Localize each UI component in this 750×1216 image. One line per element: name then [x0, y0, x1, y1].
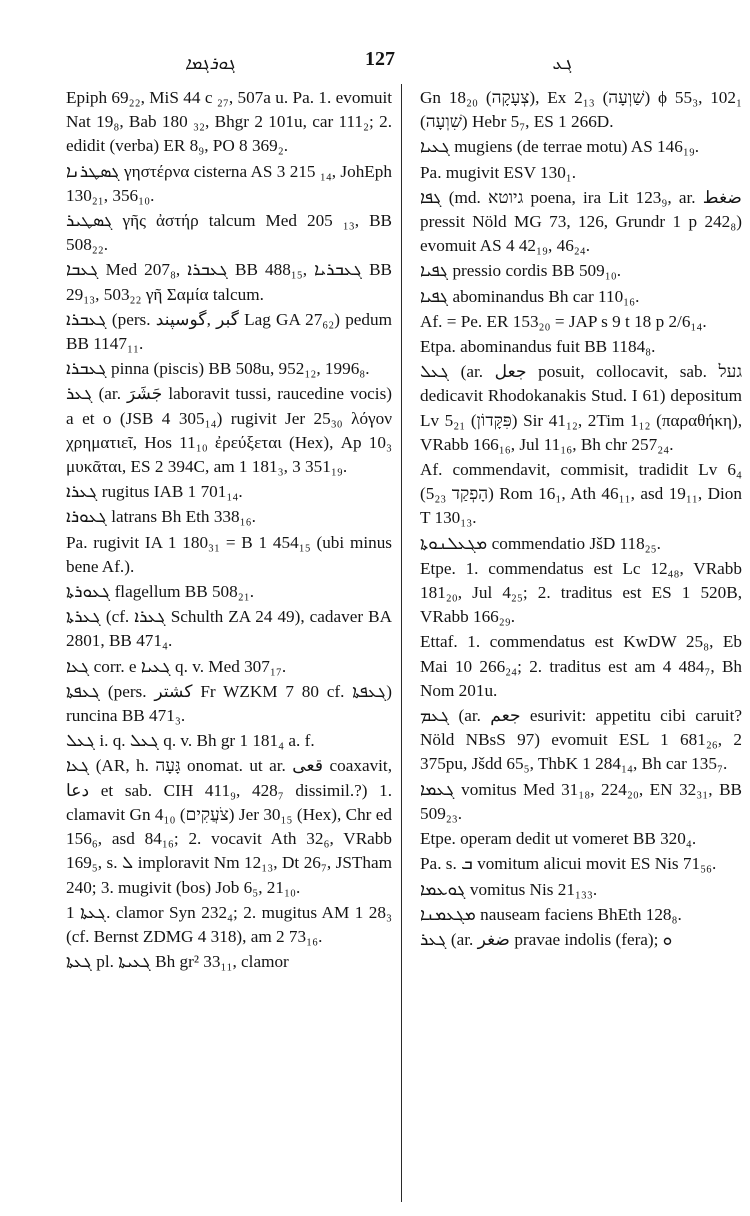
entry: ܓܣܛܝܪ γῆς ἀστήρ talcum Med 205 ₁₃, BB 508₂₂. — [66, 211, 392, 255]
page-number: 127 — [365, 48, 395, 70]
entry: ܓܥܠ i. q. ܓܥܠ q. v. Bh gr 1 181₄ a. f. — [66, 731, 315, 751]
entry: Ettaf. 1. commendatus est KwDW 25₈, Eb Mai 10 266₂₄; 2. traditus est am 4 484₇, Bh Nom 201u. — [420, 632, 742, 700]
entry: Af. commendavit, commisit, tradidit Lv 6₄ (5₂₃ הָפְקַד) Rom 16₁, Ath 46₁₁, asd 19₁₁, Dion T 130₁₃. — [420, 460, 742, 528]
entry: Etpe. operam dedit ut vomeret BB 320₄. — [420, 829, 697, 849]
entry: Epiph 69₂₂, MiS 44 c ₂₇, 507a u. Pa. 1. evomuit Nat 19₈, Bab 180 ₃₂, Bhgr 2 101u, car 111₂; 2. edidit (verba) ER 8₉, PO 8 369₂. — [66, 88, 392, 156]
entry: ܓܥܐ corr. e ܓܥܝܐ q. v. Med 307₁₇. — [66, 656, 287, 676]
entry: ܓܥܬܐ 1. clamor Syn 232₄; 2. mugitus AM 1 28₃ (cf. Bernst ZDMG 4 318), am 2 73₁₆. — [66, 902, 392, 946]
entry: Etpe. 1. commendatus est Lc 12₄₈, VRabb 181₂₀, Jul 4₂₅; 2. traditus est ES 1 520B, VRabb 166₂₉. — [420, 558, 742, 627]
column-divider — [401, 84, 402, 1202]
entry: Pa. rugivit IA 1 180₃₁ = B 1 454₁₅ (ubi minus bene Af.). — [66, 532, 392, 576]
entry: ܓܥܐ (AR, h. גָּעָה onomat. ut ar. قعى coaxavit, دعا et sab. CIH 411₉, 428₇ dissimil.?) 1. clamavit Gn 4₁₀ (צֹעֲקִים) Jer 30₁₅ (Hex), Chr ed 156₆, asd 84₁₆; 2. vocavit Ath 32₆, VRabb 169₅, s. ܠ imploravit Nm 12₁₃, Dt 26₇, JSTham 240; 3. mugivit (bos) Job 6₅, 21₁₀. — [66, 756, 393, 897]
entry: ܓܦܝܐ abominandus Bh car 110₁₆. — [420, 286, 640, 306]
entry: Pa. s. ܒ vomitum alicui movit ES Nis 71₅₆. — [420, 854, 717, 874]
entry: ܓܘܥܡܐ vomitus Nis 21₁₃₃. — [420, 879, 598, 899]
entry: ܓܥܒܐ Med 207₈, ܓܥܒܪܐ BB 488₁₅, ܓܥܒܪܝܐ BB 29₁₃, 503₂₂ γῆ Σαμία talcum. — [66, 260, 392, 304]
entry: Af. = Pe. ER 153₂₀ = JAP s 9 t 18 p 2/6₁₄. — [420, 311, 707, 331]
entry: ܡܓܥܠܢܘܬܐ commendatio JšD 118₂₅. — [420, 533, 661, 553]
entry: ܓܥܝܐ mugiens (de terrae motu) AS 146₁₉. — [420, 137, 700, 157]
entry: ܓܥܘܪܐ latrans Bh Eth 338₁₆. — [66, 507, 256, 527]
entry: ܡܓܥܡܢܐ nauseam faciens BhEth 128₈. — [420, 904, 682, 924]
entry: ܓܥܪܐ rugitus IAB 1 701₁₄. — [66, 482, 243, 502]
entry: ܓܦܝܐ pressio cordis BB 509₁₀. — [420, 261, 622, 281]
entry: ܓܦܐ (md. גיוטא poena, ira Lit 123₉, ar. ضغط pressit Nöld MG 73, 126, Grundr 1 p 242₈) evomuit AS 4 42₁₉, 46₂₄. — [420, 187, 742, 256]
entry: ܓܥܪ (ar. جَشَرَ laboravit tussi, raucedine vocis) a et o (JSB 4 305₁₄) rugivit Jer 25₃₀ λόγον χρηματιεῖ, Hos 11₁₀ ἐρεύξεται (Hex), Ap 10₃ μυκᾶται, ES 2 394C, am 1 181₃, 3 351₁₉. — [66, 384, 392, 477]
entry: ܓܥܘܪܬܐ flagellum BB 508₂₁. — [66, 582, 255, 602]
entry: ܓܥܡܐ vomitus Med 31₁₈, 224₂₀, EN 32₃₁, BB 509₂₃. — [420, 779, 742, 823]
entry: ܓܥܒܪܐ (pers. گبر ,گوسپند Lag GA 27₆₂) pedum BB 1147₁₁. — [66, 309, 392, 354]
entry: Etpa. abominandus fuit BB 1184₈. — [420, 337, 656, 357]
entry: ܓܥܬܐ pl. ܓܥܝܬܐ Bh gr² 33₁₁, clamor — [66, 952, 289, 972]
right-column — [420, 86, 742, 952]
entry: ܓܥܡ (ar. جعم esurivit: appetitu cibi caruit? Nöld NBsS 97) evomuit ESL 1 681₂₆, 2 375pu, Jšdd 65₅, ThbK 1 284₁₄, Bh car 135₇. — [420, 706, 742, 774]
entry: ܓܥܦܬܐ (pers. كشتر Fr WZKM 7 80 cf. ܓܥܦܬܐ) runcina BB 471₃. — [66, 681, 392, 726]
entry: ܓܥܪܬܐ (cf. ܓܥܪܐ Schulth ZA 24 49), cadaver BA 2801, BB 471₄. — [66, 607, 392, 651]
entry: ܓܥܒܪܐ pinna (piscis) BB 508u, 952₁₂, 1996₈. — [66, 359, 370, 379]
entry: Pa. mugivit ESV 130₁. — [420, 162, 577, 182]
entry: ܓܥܪ (ar. ضغر pravae indolis (fera); ܘ — [420, 929, 673, 949]
entry: Gn 18₂₀ (צְעָקָה), Ex 2₁₃ (שַׁוְעָה) ϕ 55₃, 102₁ (שִׁוְעָה) Hebr 5₇, ES 1 266D. — [420, 88, 742, 132]
running-headword-right: ܓܥ — [552, 54, 573, 73]
entry: ܓܥܠ (ar. جعل posuit, collocavit, sab. געל dedicavit Rhodokanakis Stud. I 61) depositum Lv 5₂₁ (פִּקָּדוֹן) Sir 41₁₂, 2Tim 1₁₂ (παραθήκη), VRabb 166₁₆, Jul 11₁₆, Bh chr 257₂₄. — [420, 362, 742, 454]
running-headword-left: ܓܘܪܓܡܐ — [185, 54, 236, 73]
entry: ܓܣܛܪܢܐ γηστέρνα cisterna AS 3 215 ₁₄, JohEph 130₂₁, 356₁₀. — [66, 161, 392, 205]
left-column — [66, 86, 392, 974]
